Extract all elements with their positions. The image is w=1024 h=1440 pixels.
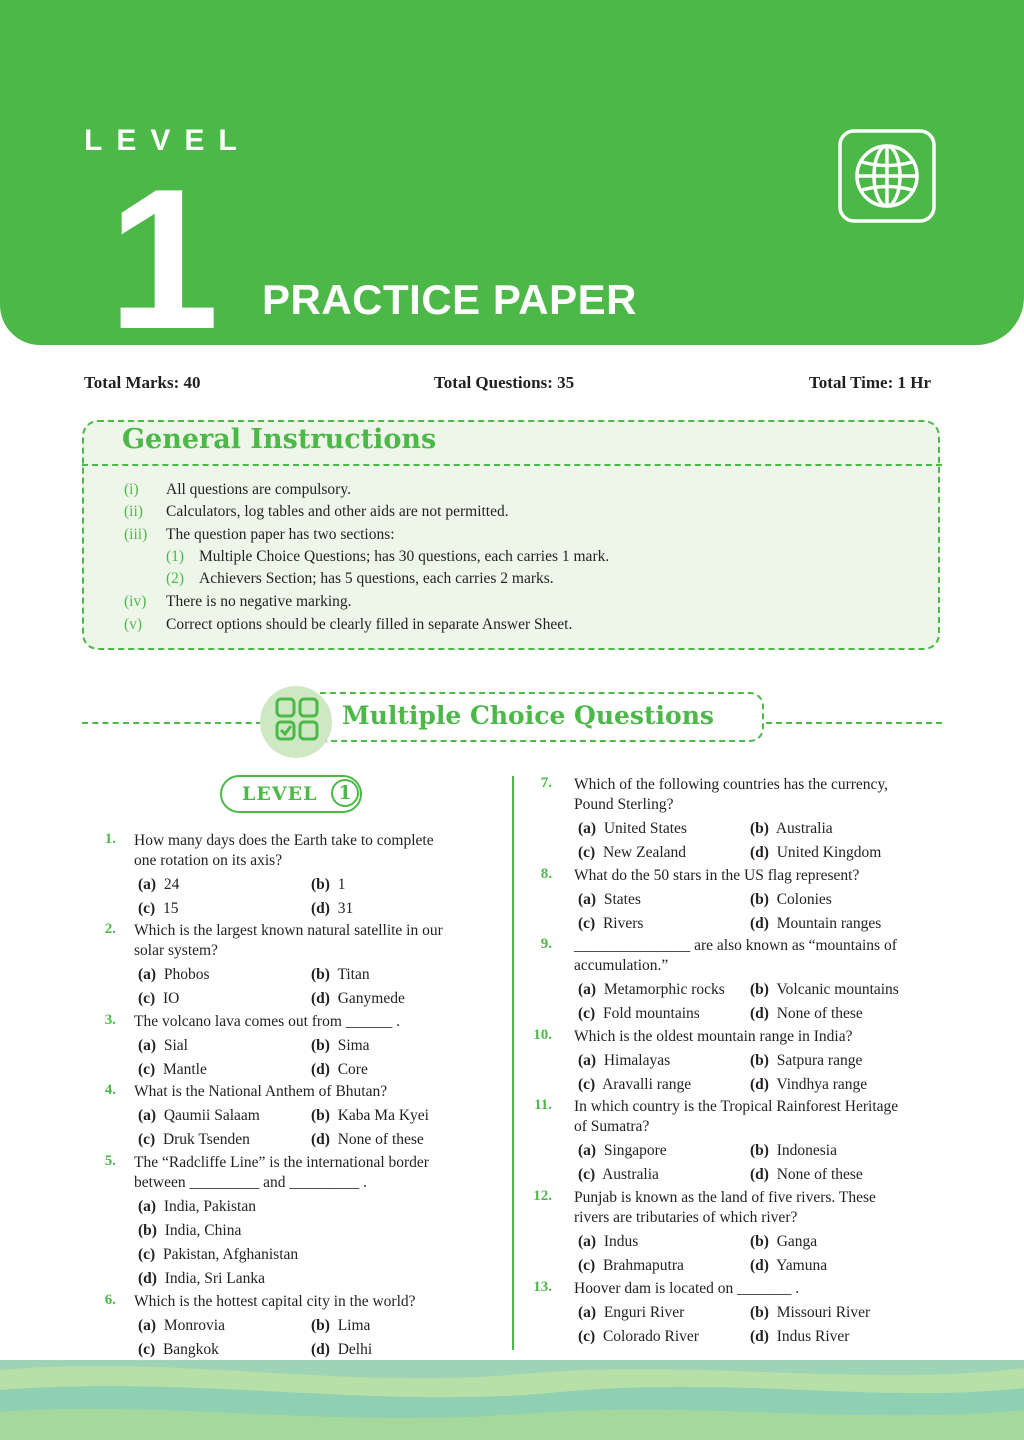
level-number: 1 <box>108 148 220 371</box>
option-text: Volcanic mountains <box>776 981 899 998</box>
option-text: Colonies <box>776 891 832 908</box>
question-text: of Sumatra? <box>574 1118 650 1135</box>
option-text: New Zealand <box>602 844 687 861</box>
question-text: between _________ and _________ . <box>134 1174 367 1191</box>
option-label: (c) <box>578 1166 596 1183</box>
answer-option <box>750 1165 863 1185</box>
answer-option <box>138 965 209 985</box>
globe-icon <box>838 129 936 223</box>
instruction-text: Multiple Choice Questions; has 30 questions, each carries 1 mark. <box>199 548 610 565</box>
question-text: The “Radcliffe Line” is the international border <box>134 1154 429 1171</box>
option-text: Missouri River <box>776 1304 871 1321</box>
option-label: (c) <box>578 1257 596 1274</box>
instruction-item <box>166 570 554 588</box>
answer-option <box>750 980 899 1000</box>
option-text: Australia <box>775 820 833 837</box>
answer-option <box>750 1075 867 1095</box>
question-text: Which is the largest known natural satellite in our <box>134 922 443 939</box>
answer-option <box>138 899 178 919</box>
instruction-number: (1) <box>166 548 185 565</box>
answer-option <box>138 1060 207 1080</box>
question-number: 11. <box>534 1097 552 1113</box>
option-label: (c) <box>138 1061 156 1078</box>
page-title: PRACTICE PAPER <box>262 276 637 323</box>
option-text: Himalayas <box>603 1052 671 1069</box>
answer-option <box>138 875 179 895</box>
question-text: What is the National Anthem of Bhutan? <box>134 1083 388 1100</box>
question-text: Hoover dam is located on _______ . <box>574 1280 800 1297</box>
instruction-text: The question paper has two sections: <box>166 526 395 543</box>
option-text: Mantle <box>162 1061 207 1078</box>
question-text: Which is the hottest capital city in the world? <box>134 1293 416 1310</box>
instruction-text: Correct options should be clearly filled in separate Answer Sheet. <box>166 616 573 633</box>
question-number: 12. <box>533 1188 552 1204</box>
option-text: IO <box>162 990 180 1007</box>
answer-option <box>750 1051 862 1071</box>
answer-option <box>750 1256 827 1276</box>
total-time: Total Time: 1 Hr <box>809 373 931 392</box>
option-label: (d) <box>311 990 330 1007</box>
answer-option <box>138 1269 265 1289</box>
option-text: None of these <box>776 1166 863 1183</box>
question-text: solar system? <box>134 942 218 959</box>
answer-option <box>311 899 353 919</box>
question-text: _______________ are also known as “mountains of <box>574 937 897 954</box>
option-label: (b) <box>750 891 769 908</box>
option-label: (a) <box>138 966 157 983</box>
option-text: Satpura range <box>776 1052 863 1069</box>
option-text: India, China <box>164 1222 242 1239</box>
answer-option <box>578 1327 699 1347</box>
option-text: Bangkok <box>162 1341 219 1358</box>
option-label: (a) <box>138 1037 157 1054</box>
question-number: 13. <box>533 1279 552 1295</box>
option-label: (a) <box>138 876 157 893</box>
question-text: one rotation on its axis? <box>134 852 283 869</box>
section-rule-right <box>766 722 942 724</box>
answer-option <box>311 1316 370 1336</box>
answer-option <box>311 1340 372 1360</box>
answer-option <box>578 1256 684 1276</box>
answer-option <box>311 875 345 895</box>
answer-option <box>311 1060 368 1080</box>
option-label: (b) <box>311 1317 330 1334</box>
option-label: (c) <box>578 1076 596 1093</box>
total-questions: Total Questions: 35 <box>434 373 575 392</box>
instruction-text: Calculators, log tables and other aids are not permitted. <box>166 503 509 520</box>
answer-option <box>138 1036 188 1056</box>
answer-option <box>311 989 405 1009</box>
level-word: LEVEL <box>84 124 251 157</box>
option-text: United States <box>603 820 687 837</box>
answer-option <box>578 819 687 839</box>
question-text: The volcano lava comes out from ______ . <box>134 1013 401 1030</box>
option-label: (b) <box>311 876 330 893</box>
level-badge-label: LEVEL <box>242 783 318 805</box>
option-text: 15 <box>162 900 179 917</box>
option-text: Sima <box>337 1037 370 1054</box>
option-text: Brahmaputra <box>602 1257 684 1274</box>
option-text: Monrovia <box>163 1317 225 1334</box>
option-label: (a) <box>578 1142 597 1159</box>
instruction-number: (i) <box>124 481 139 498</box>
option-label: (d) <box>750 1257 769 1274</box>
option-label: (a) <box>578 1233 597 1250</box>
answer-option <box>138 1340 219 1360</box>
answer-option <box>750 914 881 934</box>
section-rule-left <box>82 722 262 724</box>
answer-option <box>311 1106 429 1126</box>
option-label: (a) <box>578 820 597 837</box>
option-label: (b) <box>311 1107 330 1124</box>
answer-option <box>578 843 686 863</box>
instruction-item <box>124 616 572 634</box>
option-text: Lima <box>337 1317 371 1334</box>
option-label: (a) <box>578 891 597 908</box>
option-text: Yamuna <box>776 1257 828 1274</box>
instructions-heading: General Instructions <box>122 424 437 455</box>
option-label: (c) <box>138 1341 156 1358</box>
instruction-text: There is no negative marking. <box>166 593 352 610</box>
question-text: Which is the oldest mountain range in India? <box>574 1028 853 1045</box>
option-text: India, Sri Lanka <box>164 1270 265 1287</box>
instruction-number: (iii) <box>124 526 148 543</box>
option-label: (b) <box>750 1142 769 1159</box>
question-text: accumulation.” <box>574 957 669 974</box>
option-text: Indus River <box>776 1328 850 1345</box>
question-text: In which country is the Tropical Rainforest Heritage <box>574 1098 899 1115</box>
question-number: 7. <box>540 775 552 791</box>
instruction-item <box>124 503 509 521</box>
answer-option <box>578 1165 659 1185</box>
answer-option <box>750 890 832 910</box>
option-text: Colorado River <box>602 1328 699 1345</box>
answer-option <box>578 980 725 1000</box>
option-text: States <box>603 891 641 908</box>
instruction-text: All questions are compulsory. <box>166 481 351 498</box>
option-label: (d) <box>311 1341 330 1358</box>
option-label: (c) <box>138 900 156 917</box>
level-badge-number: 1 <box>331 779 359 807</box>
total-marks: Total Marks: 40 <box>84 373 201 392</box>
question-number: 3. <box>104 1012 116 1028</box>
option-label: (d) <box>311 1131 330 1148</box>
option-text: None of these <box>337 1131 424 1148</box>
option-text: Enguri River <box>603 1304 685 1321</box>
answer-option <box>138 1106 260 1126</box>
option-label: (b) <box>750 1052 769 1069</box>
option-label: (b) <box>750 981 769 998</box>
question-text: Which of the following countries has the currency, <box>574 776 889 793</box>
grid-checkbox-icon <box>274 696 320 742</box>
option-label: (d) <box>311 900 330 917</box>
answer-option <box>578 1141 667 1161</box>
answer-option <box>578 1303 684 1323</box>
answer-option <box>138 1197 256 1217</box>
option-text: Titan <box>337 966 370 983</box>
option-label: (c) <box>578 1328 596 1345</box>
question-number: 4. <box>104 1082 116 1098</box>
option-label: (c) <box>138 1131 156 1148</box>
option-text: 31 <box>337 900 354 917</box>
option-label: (a) <box>578 1304 597 1321</box>
instructions-divider <box>82 464 942 466</box>
column-divider <box>512 776 514 1350</box>
option-text: United Kingdom <box>776 844 882 861</box>
question-number: 2. <box>104 921 116 937</box>
option-text: India, Pakistan <box>163 1198 256 1215</box>
answer-option <box>311 1036 370 1056</box>
instruction-item <box>124 593 352 611</box>
answer-option <box>750 1303 870 1323</box>
option-text: Indonesia <box>776 1142 837 1159</box>
answer-option <box>138 989 179 1009</box>
option-text: Australia <box>602 1166 659 1183</box>
question-text: Punjab is known as the land of five rivers. These <box>574 1189 876 1206</box>
option-text: Mountain ranges <box>776 915 882 932</box>
option-label: (a) <box>578 981 597 998</box>
option-text: Fold mountains <box>602 1005 700 1022</box>
option-label: (c) <box>578 1005 596 1022</box>
instruction-number: (v) <box>124 616 143 633</box>
answer-option <box>578 914 643 934</box>
instruction-item <box>124 481 351 499</box>
answer-option <box>750 819 833 839</box>
answer-option <box>578 1232 638 1252</box>
option-label: (b) <box>138 1222 157 1239</box>
option-text: Core <box>337 1061 368 1078</box>
answer-option <box>750 1232 817 1252</box>
option-label: (d) <box>750 1166 769 1183</box>
option-text: Qaumii Salaam <box>163 1107 260 1124</box>
question-number: 10. <box>533 1027 552 1043</box>
answer-option <box>138 1130 250 1150</box>
answer-option <box>750 843 881 863</box>
option-label: (c) <box>578 844 596 861</box>
question-text: rivers are tributaries of which river? <box>574 1209 798 1226</box>
option-label: (a) <box>138 1317 157 1334</box>
option-label: (c) <box>138 990 156 1007</box>
instruction-text: Achievers Section; has 5 questions, each carries 2 marks. <box>199 570 554 587</box>
option-label: (a) <box>138 1107 157 1124</box>
option-text: Druk Tsenden <box>162 1131 250 1148</box>
option-label: (d) <box>750 1328 769 1345</box>
option-label: (a) <box>138 1198 157 1215</box>
question-text: Pound Sterling? <box>574 796 674 813</box>
option-text: Rivers <box>602 915 644 932</box>
option-label: (d) <box>750 844 769 861</box>
option-text: 1 <box>337 876 346 893</box>
question-number: 9. <box>540 936 552 952</box>
answer-option <box>578 1075 691 1095</box>
answer-option <box>750 1141 837 1161</box>
answer-option <box>138 1316 225 1336</box>
answer-option <box>138 1245 298 1265</box>
option-text: Metamorphic rocks <box>603 981 725 998</box>
question-number: 6. <box>104 1292 116 1308</box>
instruction-item <box>124 526 395 544</box>
option-text: Pakistan, Afghanistan <box>162 1246 299 1263</box>
option-text: Phobos <box>163 966 210 983</box>
answer-option <box>578 890 641 910</box>
option-label: (b) <box>750 1304 769 1321</box>
instruction-number: (iv) <box>124 593 147 610</box>
option-label: (b) <box>750 820 769 837</box>
option-label: (d) <box>311 1061 330 1078</box>
question-text: What do the 50 stars in the US flag represent? <box>574 867 860 884</box>
answer-option <box>311 1130 424 1150</box>
instruction-number: (ii) <box>124 503 143 520</box>
option-text: 24 <box>163 876 180 893</box>
answer-option <box>578 1004 700 1024</box>
section-title: Multiple Choice Questions <box>342 701 714 730</box>
question-number: 1. <box>104 831 116 847</box>
option-text: Ganga <box>776 1233 818 1250</box>
option-label: (c) <box>578 915 596 932</box>
option-text: Sial <box>163 1037 188 1054</box>
option-label: (d) <box>138 1270 157 1287</box>
option-label: (d) <box>750 1076 769 1093</box>
answer-option <box>138 1221 241 1241</box>
option-label: (d) <box>750 1005 769 1022</box>
option-label: (c) <box>138 1246 156 1263</box>
option-label: (b) <box>311 966 330 983</box>
option-text: Aravalli range <box>602 1076 692 1093</box>
instruction-number: (2) <box>166 570 185 587</box>
option-label: (d) <box>750 915 769 932</box>
answer-option <box>578 1051 670 1071</box>
option-label: (a) <box>578 1052 597 1069</box>
option-text: Kaba Ma Kyei <box>337 1107 429 1124</box>
option-text: Delhi <box>337 1341 373 1358</box>
option-label: (b) <box>750 1233 769 1250</box>
answer-option <box>750 1327 849 1347</box>
option-text: Singapore <box>603 1142 667 1159</box>
answer-option <box>750 1004 863 1024</box>
instruction-item <box>166 548 609 566</box>
answer-option <box>311 965 370 985</box>
question-number: 5. <box>104 1153 116 1169</box>
footer-wave <box>0 1360 1024 1440</box>
option-text: Vindhya range <box>776 1076 868 1093</box>
option-label: (b) <box>311 1037 330 1054</box>
option-text: Indus <box>603 1233 639 1250</box>
question-text: How many days does the Earth take to complete <box>134 832 434 849</box>
question-number: 8. <box>540 866 552 882</box>
option-text: None of these <box>776 1005 863 1022</box>
option-text: Ganymede <box>337 990 405 1007</box>
